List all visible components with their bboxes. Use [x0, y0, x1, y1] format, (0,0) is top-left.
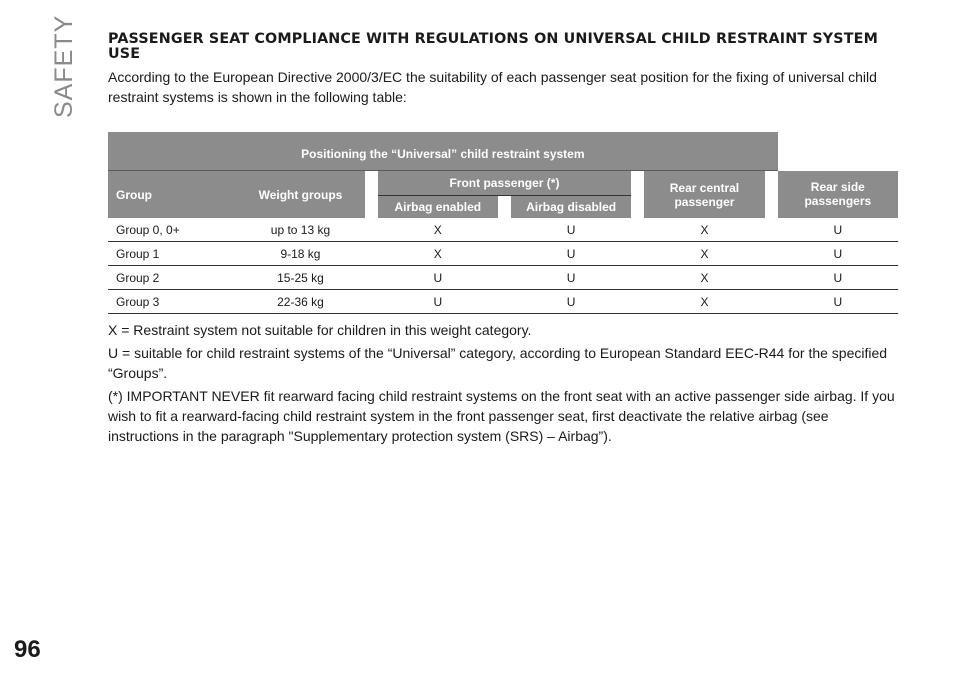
page-number: 96 — [14, 636, 41, 663]
cell-rear-side: U — [778, 218, 898, 242]
child-restraint-table — [108, 132, 898, 314]
cell-weight: 15-25 kg — [236, 266, 364, 290]
header-airbag-disabled: Airbag disabled — [511, 196, 631, 219]
section-heading: PASSENGER SEAT COMPLIANCE WITH REGULATIONS ON UNIVERSAL CHILD RESTRAINT SYSTEM USE — [108, 31, 878, 62]
cell-rear-central: X — [644, 218, 764, 242]
table-title: Positioning the “Universal” child restraint system — [108, 132, 778, 171]
cell-group: Group 1 — [108, 242, 236, 266]
cell-rear-central: X — [644, 242, 764, 266]
cell-airbag-disabled: U — [511, 290, 631, 314]
column-separator — [765, 171, 778, 219]
cell-airbag-enabled: X — [378, 242, 498, 266]
header-airbag-enabled: Airbag enabled — [378, 196, 498, 219]
header-weight-groups: Weight groups — [236, 171, 364, 219]
cell-airbag-disabled: U — [511, 266, 631, 290]
section-label: SAFETY — [50, 14, 78, 118]
table-row — [108, 218, 898, 242]
table-row — [108, 290, 898, 314]
important-note: (*) IMPORTANT NEVER fit rearward facing child restraint systems on the front seat with an active passenger side airbag. If you wish to fit a rearward-facing child restraint system in the front passenger seat, first deactivate the relative airbag (see instructions in the paragraph "Supplementary protection system (SRS) – Airbag”). — [108, 388, 895, 444]
cell-group: Group 2 — [108, 266, 236, 290]
cell-weight: up to 13 kg — [236, 218, 364, 242]
cell-rear-central: X — [644, 266, 764, 290]
column-separator — [365, 171, 378, 219]
section-side-tab — [0, 0, 86, 140]
header-rear-side: Rear side passengers — [778, 171, 898, 219]
table-row — [108, 266, 898, 290]
cell-airbag-enabled: U — [378, 266, 498, 290]
header-group: Group — [108, 171, 236, 219]
cell-weight: 9-18 kg — [236, 242, 364, 266]
cell-rear-central: X — [644, 290, 764, 314]
page-content — [108, 32, 898, 446]
header-front-passenger: Front passenger (*) — [378, 171, 632, 196]
cell-airbag-disabled: U — [511, 218, 631, 242]
cell-rear-side: U — [778, 290, 898, 314]
cell-rear-side: U — [778, 266, 898, 290]
cell-airbag-enabled: U — [378, 290, 498, 314]
column-separator — [631, 171, 644, 219]
cell-airbag-enabled: X — [378, 218, 498, 242]
cell-group: Group 0, 0+ — [108, 218, 236, 242]
cell-airbag-disabled: U — [511, 242, 631, 266]
header-rear-central: Rear central passenger — [644, 171, 764, 219]
intro-paragraph: According to the European Directive 2000/3/EC the suitability of each passenger seat position for the fixing of universal child restraint systems is shown in the following table: — [108, 69, 877, 105]
x-legend-note: X = Restraint system not suitable for children in this weight category. — [108, 322, 532, 338]
column-separator — [498, 196, 511, 219]
cell-weight: 22-36 kg — [236, 290, 364, 314]
cell-rear-side: U — [778, 242, 898, 266]
table-row — [108, 242, 898, 266]
cell-group: Group 3 — [108, 290, 236, 314]
u-legend-note: U = suitable for child restraint systems of the “Universal” category, according to European Standard EEC-R44 for the specified “Groups”. — [108, 345, 888, 381]
